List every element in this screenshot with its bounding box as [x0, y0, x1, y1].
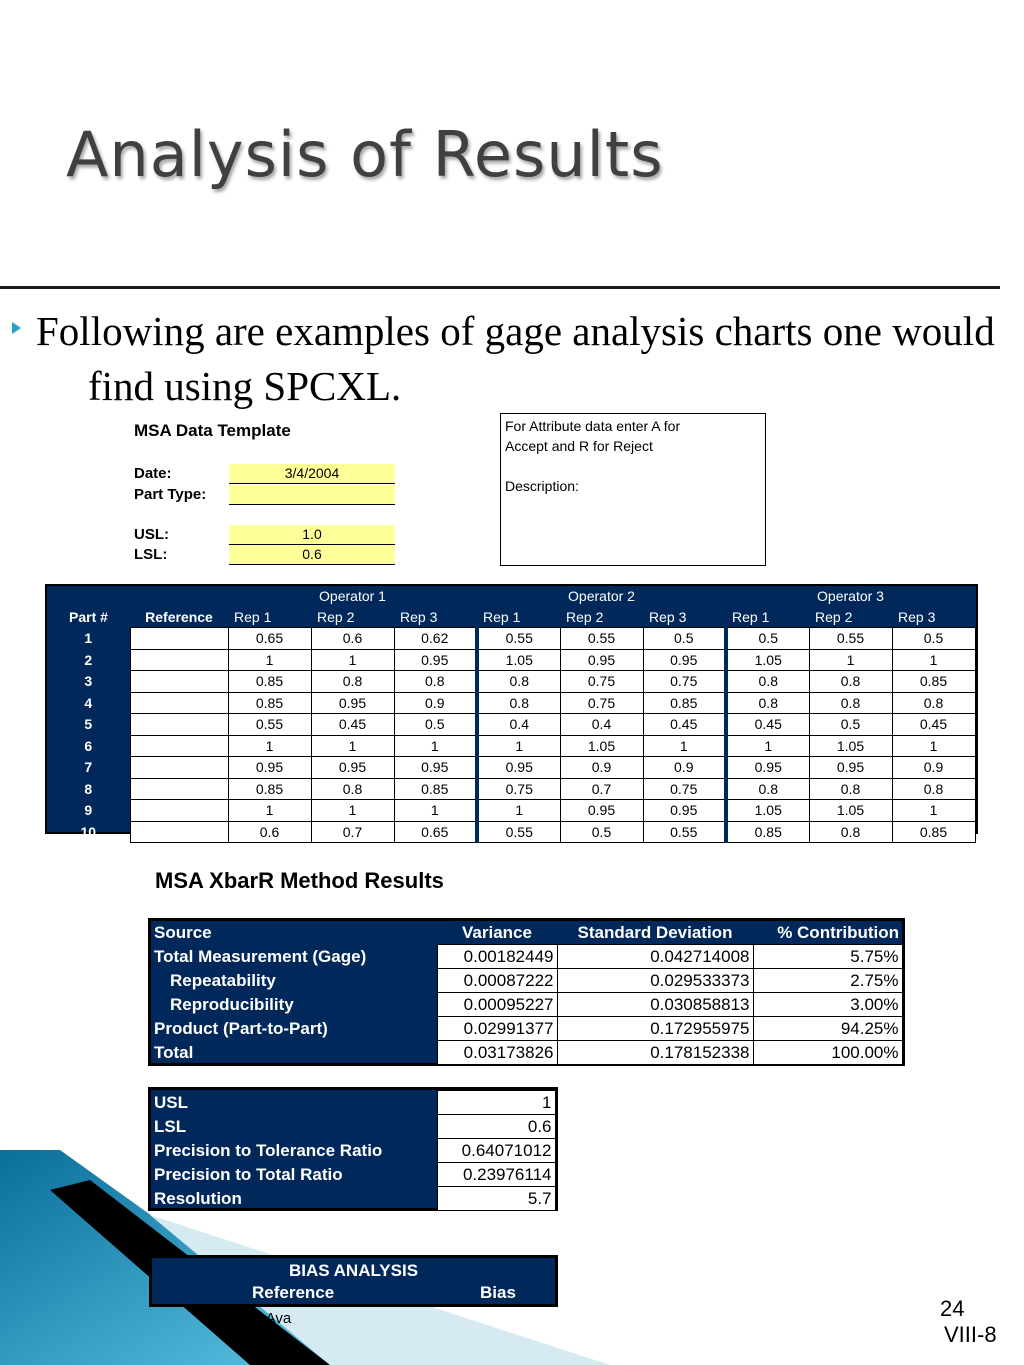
- measurement-cell[interactable]: 0.75: [643, 778, 726, 800]
- measurement-cell[interactable]: 1.05: [726, 649, 809, 671]
- ratio-value: 0.6: [437, 1115, 555, 1139]
- measurement-cell[interactable]: 0.9: [394, 692, 477, 714]
- results-header: Source: [154, 922, 212, 942]
- measurement-cell[interactable]: 1: [892, 735, 975, 757]
- measurement-cell[interactable]: 1.05: [809, 800, 892, 822]
- reference-cell[interactable]: [130, 821, 228, 843]
- measurement-cell[interactable]: 0.95: [228, 757, 311, 779]
- measurement-cell[interactable]: 0.5: [726, 628, 809, 650]
- part-number: 5: [84, 716, 93, 733]
- measurement-cell[interactable]: 0.8: [311, 778, 394, 800]
- measurement-cell[interactable]: 0.45: [726, 714, 809, 736]
- measurement-cell[interactable]: 0.8: [477, 671, 560, 693]
- table-row: [47, 714, 975, 736]
- std-dev-value: 0.178152338: [557, 1041, 753, 1065]
- measurement-cell[interactable]: 0.8: [892, 778, 975, 800]
- ratio-label: LSL: [154, 1116, 187, 1136]
- measurement-cell[interactable]: 0.95: [643, 649, 726, 671]
- results-header: Standard Deviation: [577, 922, 733, 942]
- table-row: [47, 757, 975, 779]
- results-header: Variance: [462, 922, 532, 942]
- operator-header: Operator 1: [319, 588, 386, 605]
- measurement-cell[interactable]: 0.45: [892, 714, 975, 736]
- reference-cell[interactable]: [130, 692, 228, 714]
- reference-cell[interactable]: [130, 671, 228, 693]
- bias-header: Bias: [480, 1283, 516, 1302]
- table-row: [151, 1139, 555, 1163]
- ratio-label: Precision to Tolerance Ratio: [154, 1140, 383, 1160]
- measurement-cell[interactable]: 0.45: [643, 714, 726, 736]
- part-number: 1: [84, 630, 93, 647]
- contribution-value: 100.00%: [753, 1041, 902, 1065]
- measurement-cell[interactable]: 0.55: [643, 821, 726, 843]
- operator-header: Operator 3: [817, 588, 884, 605]
- measurement-cell[interactable]: 0.8: [726, 692, 809, 714]
- measurement-cell[interactable]: 0.55: [477, 821, 560, 843]
- measurement-cell[interactable]: 0.6: [311, 628, 394, 650]
- measurement-cell[interactable]: 0.8: [477, 692, 560, 714]
- rep-header: Rep 2: [566, 608, 604, 625]
- measurement-cell[interactable]: 0.85: [394, 778, 477, 800]
- measurement-cell[interactable]: 0.9: [560, 757, 643, 779]
- contribution-value: 3.00%: [753, 993, 902, 1017]
- reference-header: Reference: [145, 608, 213, 625]
- ratio-grid: [151, 1090, 556, 1211]
- blank-header: [47, 586, 130, 607]
- measurement-cell[interactable]: 0.55: [477, 628, 560, 650]
- bullet-arrow-icon: [12, 322, 21, 334]
- contribution-value: 94.25%: [753, 1017, 902, 1041]
- reference-cell[interactable]: [130, 757, 228, 779]
- measurement-cell[interactable]: 0.75: [560, 671, 643, 693]
- source-label: Total: [154, 1042, 194, 1062]
- measurement-cell[interactable]: 0.8: [892, 692, 975, 714]
- reference-cell[interactable]: [130, 778, 228, 800]
- measurement-cell[interactable]: 0.8: [809, 671, 892, 693]
- reference-cell[interactable]: [130, 714, 228, 736]
- slide-code: VIII-8: [944, 1322, 997, 1347]
- measurement-cell[interactable]: 0.8: [809, 692, 892, 714]
- measurement-cell[interactable]: 1: [311, 649, 394, 671]
- contribution-value: 5.75%: [753, 945, 902, 969]
- measurement-cell[interactable]: 1: [892, 800, 975, 822]
- rep-header: Rep 2: [317, 608, 355, 625]
- measurement-cell[interactable]: 0.9: [643, 757, 726, 779]
- ratio-label: USL: [154, 1092, 188, 1112]
- reference-cell[interactable]: [130, 628, 228, 650]
- measurement-cell[interactable]: 0.85: [726, 821, 809, 843]
- measurement-cell[interactable]: 1: [394, 800, 477, 822]
- reference-cell[interactable]: [130, 800, 228, 822]
- measurement-cell[interactable]: 0.8: [394, 671, 477, 693]
- lsl-label: LSL:: [134, 546, 168, 563]
- ratio-value: 0.64071012: [437, 1139, 555, 1163]
- measurement-cell[interactable]: 1: [643, 735, 726, 757]
- measurement-cell[interactable]: 1: [228, 800, 311, 822]
- measurement-cell[interactable]: 1.05: [809, 735, 892, 757]
- measurement-cell[interactable]: 1.05: [477, 649, 560, 671]
- measurement-cell[interactable]: 0.85: [228, 692, 311, 714]
- measurement-cell[interactable]: 0.85: [228, 671, 311, 693]
- measurement-cell[interactable]: 0.85: [228, 778, 311, 800]
- table-row: [151, 993, 902, 1017]
- title-divider: [0, 286, 1000, 289]
- std-dev-value: 0.029533373: [557, 969, 753, 993]
- measurement-cell[interactable]: 1.05: [560, 735, 643, 757]
- measurement-cell[interactable]: 0.55: [228, 714, 311, 736]
- measurement-cell[interactable]: 0.95: [311, 692, 394, 714]
- blank-header: [130, 586, 228, 607]
- ratio-label: Precision to Total Ratio: [154, 1164, 343, 1184]
- part-type-field[interactable]: [229, 485, 395, 505]
- rep-header: Rep 3: [400, 608, 438, 625]
- reference-cell[interactable]: [130, 735, 228, 757]
- table-row: [47, 735, 975, 757]
- measurement-cell[interactable]: 0.65: [228, 628, 311, 650]
- measurement-cell[interactable]: 0.8: [726, 671, 809, 693]
- results-header: % Contribution: [777, 922, 899, 942]
- measurement-cell[interactable]: 0.85: [643, 692, 726, 714]
- variance-grid: [151, 921, 903, 1065]
- measurement-cell[interactable]: 0.55: [809, 628, 892, 650]
- part-type-label: Part Type:: [134, 486, 207, 503]
- measurement-cell[interactable]: 0.55: [560, 628, 643, 650]
- usl-field[interactable]: 1.0: [229, 525, 395, 545]
- rep-header: Rep 2: [815, 608, 853, 625]
- source-label: Reproducibility: [170, 994, 294, 1014]
- table-row: [151, 1091, 555, 1115]
- measurement-cell[interactable]: 1: [477, 735, 560, 757]
- rep-header: Rep 3: [898, 608, 936, 625]
- measurement-cell[interactable]: 0.95: [726, 757, 809, 779]
- measurement-cell[interactable]: 1.05: [726, 800, 809, 822]
- contribution-value: 2.75%: [753, 969, 902, 993]
- measurement-cell[interactable]: 1: [311, 800, 394, 822]
- variance-value: 0.00182449: [437, 945, 557, 969]
- operator-header: Operator 2: [568, 588, 635, 605]
- table-row: [151, 1115, 555, 1139]
- measurement-cell[interactable]: 0.95: [394, 757, 477, 779]
- results-header-row: [151, 921, 902, 945]
- variance-results-table: [148, 918, 905, 1066]
- measurement-cell[interactable]: 0.5: [560, 821, 643, 843]
- measurement-cell[interactable]: 0.8: [809, 778, 892, 800]
- measurement-cell[interactable]: 0.5: [643, 628, 726, 650]
- reference-cell[interactable]: [130, 649, 228, 671]
- ratio-value: 1: [437, 1091, 555, 1115]
- measurement-cell[interactable]: 0.85: [892, 671, 975, 693]
- page-number: 24: [940, 1296, 965, 1321]
- measurement-cell[interactable]: 0.8: [809, 821, 892, 843]
- part-number: 8: [84, 780, 93, 797]
- ratio-value: 0.23976114: [437, 1163, 555, 1187]
- table-row: [47, 692, 975, 714]
- table-row: [47, 671, 975, 693]
- variance-value: 0.02991377: [437, 1017, 557, 1041]
- measurement-cell[interactable]: 1: [726, 735, 809, 757]
- measurement-grid: [47, 586, 976, 843]
- part-number: 6: [84, 737, 93, 754]
- measurement-cell[interactable]: 1: [809, 649, 892, 671]
- table-row: [151, 1017, 902, 1041]
- variance-value: 0.03173826: [437, 1041, 557, 1065]
- measurement-cell[interactable]: 1: [228, 649, 311, 671]
- measurement-cell[interactable]: 0.7: [560, 778, 643, 800]
- operator-header-row: [47, 586, 975, 607]
- date-label: Date:: [134, 465, 172, 482]
- part-number-header: Part #: [69, 609, 108, 625]
- table-row: [151, 969, 902, 993]
- part-number: 9: [84, 802, 93, 819]
- variance-value: 0.00087222: [437, 969, 557, 993]
- measurement-cell[interactable]: 0.75: [477, 778, 560, 800]
- usl-label: USL:: [134, 526, 169, 543]
- attribute-note-line1: For Attribute data enter A for: [505, 418, 681, 434]
- measurement-cell[interactable]: 1: [892, 649, 975, 671]
- measurement-cell[interactable]: 0.75: [643, 671, 726, 693]
- table-row: [47, 628, 975, 650]
- measurement-cell[interactable]: 0.5: [892, 628, 975, 650]
- bias-not-available-note: Not Ava: [239, 1310, 292, 1327]
- std-dev-value: 0.042714008: [557, 945, 753, 969]
- ratio-label: Resolution: [154, 1188, 242, 1208]
- measurement-table: [45, 584, 978, 840]
- bias-reference-header: Reference: [252, 1283, 335, 1302]
- measurement-cell[interactable]: 0.85: [892, 821, 975, 843]
- measurement-cell[interactable]: 1: [394, 735, 477, 757]
- rep-header-row: [47, 607, 975, 628]
- measurement-cell[interactable]: 0.95: [394, 649, 477, 671]
- measurement-cell[interactable]: 0.9: [892, 757, 975, 779]
- part-number: 7: [84, 759, 93, 776]
- part-number: 3: [84, 673, 93, 690]
- measurement-cell[interactable]: 0.65: [394, 821, 477, 843]
- template-heading: MSA Data Template: [134, 421, 291, 440]
- measurement-cell[interactable]: 1: [228, 735, 311, 757]
- measurement-cell[interactable]: 1: [477, 800, 560, 822]
- measurement-cell[interactable]: 0.5: [394, 714, 477, 736]
- measurement-cell[interactable]: 0.7: [311, 821, 394, 843]
- rep-header: Rep 1: [732, 608, 770, 625]
- source-label: Total Measurement (Gage): [154, 946, 367, 966]
- measurement-cell[interactable]: 0.8: [311, 671, 394, 693]
- measurement-cell[interactable]: 1: [311, 735, 394, 757]
- rep-header: Rep 1: [234, 608, 272, 625]
- measurement-cell[interactable]: 0.95: [560, 649, 643, 671]
- measurement-cell[interactable]: 0.8: [726, 778, 809, 800]
- lsl-field[interactable]: 0.6: [229, 545, 395, 565]
- xbarr-results-heading: MSA XbarR Method Results: [155, 868, 444, 893]
- ratio-table: [148, 1087, 558, 1211]
- intro-text: Following are examples of gage analysis charts one would find using SPCXL.: [36, 308, 995, 409]
- part-number: 2: [84, 651, 93, 668]
- measurement-cell[interactable]: 0.95: [643, 800, 726, 822]
- measurement-cell[interactable]: 0.95: [560, 800, 643, 822]
- table-row: [151, 1041, 902, 1065]
- table-row: [151, 1187, 555, 1211]
- measurement-cell[interactable]: 0.6: [228, 821, 311, 843]
- std-dev-value: 0.172955975: [557, 1017, 753, 1041]
- table-row: [47, 778, 975, 800]
- table-row: [47, 800, 975, 822]
- measurement-cell[interactable]: 0.4: [560, 714, 643, 736]
- measurement-cell[interactable]: 0.95: [809, 757, 892, 779]
- attribute-note-box[interactable]: [500, 413, 766, 566]
- attribute-note-line2: Accept and R for Reject: [505, 438, 653, 454]
- source-label: Repeatability: [170, 970, 276, 990]
- rep-header: Rep 3: [649, 608, 687, 625]
- table-row: [47, 821, 975, 843]
- table-row: [47, 649, 975, 671]
- measurement-cell[interactable]: 0.62: [394, 628, 477, 650]
- measurement-cell[interactable]: 0.75: [560, 692, 643, 714]
- variance-value: 0.00095227: [437, 993, 557, 1017]
- bias-analysis-table: [149, 1255, 558, 1307]
- measurement-cell[interactable]: 0.95: [477, 757, 560, 779]
- date-field[interactable]: 3/4/2004: [229, 464, 395, 484]
- measurement-cell[interactable]: 0.95: [311, 757, 394, 779]
- part-number: 10: [80, 823, 97, 840]
- description-label: Description:: [505, 478, 579, 494]
- std-dev-value: 0.030858813: [557, 993, 753, 1017]
- measurement-cell[interactable]: 0.45: [311, 714, 394, 736]
- table-row: [151, 945, 902, 969]
- measurement-cell[interactable]: 0.4: [477, 714, 560, 736]
- source-label: Product (Part-to-Part): [154, 1018, 328, 1038]
- part-number: 4: [84, 694, 93, 711]
- rep-header: Rep 1: [483, 608, 521, 625]
- bias-title: BIAS ANALYSIS: [288, 1261, 419, 1280]
- measurement-cell[interactable]: 0.5: [809, 714, 892, 736]
- slide-title: Analysis of Results: [66, 118, 664, 191]
- ratio-value: 5.7: [437, 1187, 555, 1211]
- table-row: [151, 1163, 555, 1187]
